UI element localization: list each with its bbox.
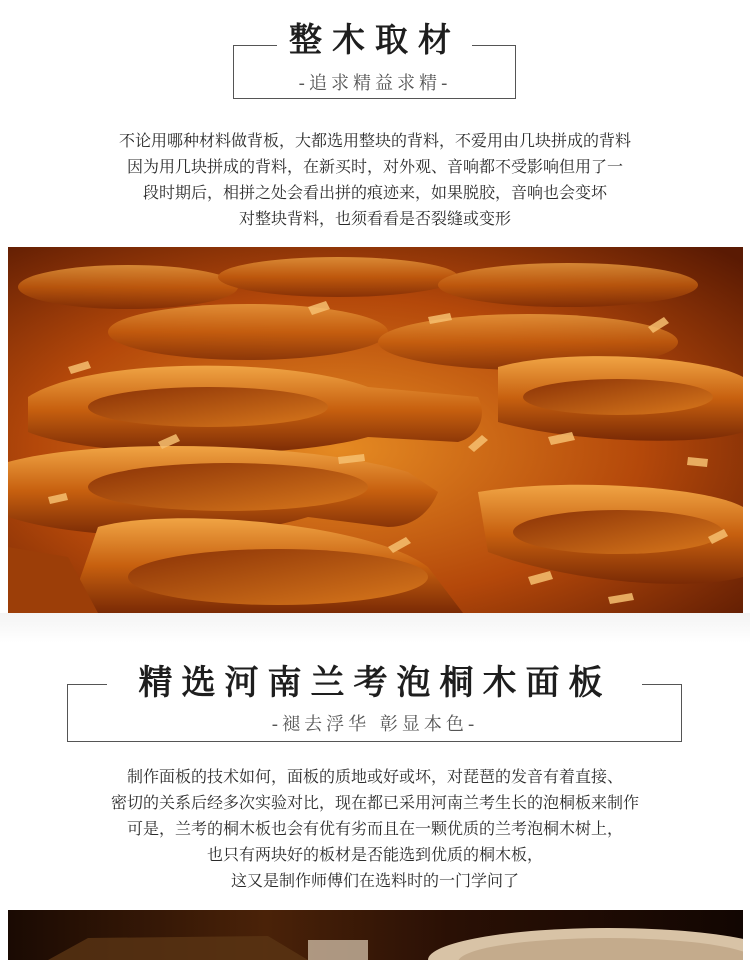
description-line: 因为用几块拼成的背料，在新买时，对外观、音响都不受影响但用了一 (126, 157, 623, 176)
paulownia-board-photo (8, 910, 743, 960)
wood-blanks-photo (8, 247, 743, 613)
description-line: 也只有两块好的板材是否能选到优质的桐木板， (206, 845, 543, 864)
section-subtitle: -追求精益求精- (298, 73, 452, 94)
description-line: 这又是制作师傅们在选料时的一门学问了 (230, 871, 519, 890)
description-line: 密切的关系后经多次实验对比，现在都已采用河南兰考生长的泡桐板来制作 (110, 793, 639, 812)
section-divider (0, 613, 750, 643)
section-description (30, 764, 720, 894)
description-line: 制作面板的技术如何，面板的质地或好或坏，对琵琶的发音有着直接、 (126, 767, 623, 786)
section-description (30, 128, 720, 232)
description-line: 可是，兰考的桐木板也会有优有劣而且在一颗优质的兰考泡桐木树上， (126, 819, 623, 838)
section-title: 精选河南兰考泡桐木面板 (138, 663, 612, 703)
description-line: 对整块背料，也须看看是否裂缝或变形 (238, 209, 511, 228)
section-title: 整木取材 (289, 20, 461, 59)
description-line: 不论用哪种材料做背板，大都选用整块的背料，不爱用由几块拼成的背料 (118, 131, 631, 150)
description-line: 段时期后，相拼之处会看出拼的痕迹来，如果脱胶，音响也会变坏 (142, 183, 607, 202)
section-subtitle: -褪去浮华 彰显本色- (271, 714, 479, 735)
